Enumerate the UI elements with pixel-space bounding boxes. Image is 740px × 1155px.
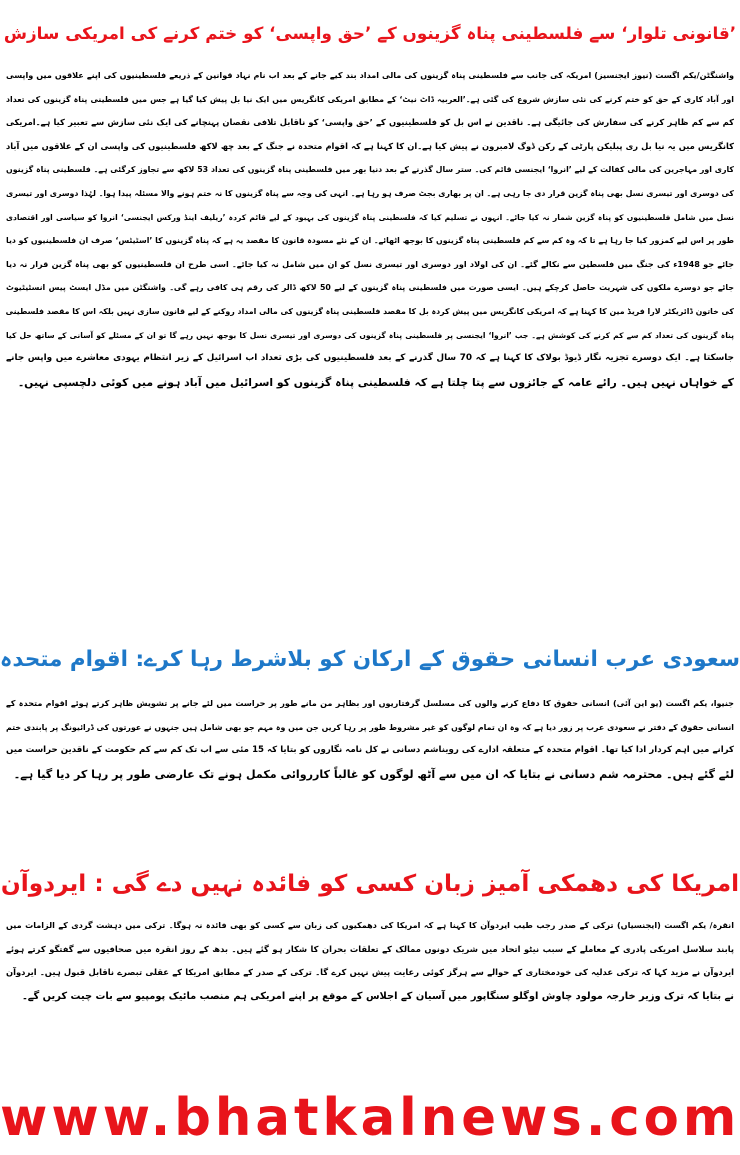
article3-line: پابند سلاسل امریکی پادری کے معاملے کے سبب نیٹو اتحاد میں شریک دونوں ممالک کے تعلقات بحران کا شکار ہو گئے ہیں۔ بدھ کے روز انقرہ میں صحافیوں سے گفتگو کرتے ہوئے: [6, 943, 734, 954]
article1-line: جائے جو 1948ء کی جنگ میں فلسطین سے نکالے گئے۔ ان کی اولاد اور دوسری اور تیسری نسل کو ان میں شامل نہ کیا جائے۔ اسی طرح ان فلسطینیوں کو بھی پناہ گزین قرار نہ دیا: [6, 258, 734, 269]
article1-line: پناہ گزینوں کی تعداد کم سے کم کرنے کی کوشش ہے۔ جب ’انروا‘ ایجنسی پر فلسطینی پناہ گزینوں کی دوسری اور تیسری نسل کا بوجھ نہیں رہے گا تو ان کے مسئلے کو آسانی کے ساتھ حل کیا: [6, 330, 734, 340]
article1-line: کی دوسری اور تیسری نسل بھی پناہ گزین قرار دی جا رہی ہے۔ ان پر بھاری بجٹ صرف ہو رہا ہے۔ انہی کی وجہ سے پناہ گزینوں کا نہ ختم ہونے والا مسئلہ پیدا ہوا۔ لہٰذا دوسری اور تیسری: [6, 188, 734, 198]
article1-line: کانگریس میں یہ نیا بل ری پبلیکن پارٹی کے رکن ڈوگ لامبرون نے پیش کیا ہے۔ان کا کہنا ہے کہ اقوام متحدہ نے جنگ کے بعد چھ لاکھ فلسطینیوں کی واپسی ان کے علاقوں میں آباد: [6, 140, 734, 151]
article1-line: نسل میں شامل فلسطینیوں کو پناہ گزین شمار نہ کیا جائے۔ انہوں نے تسلیم کیا کہ فلسطینی پناہ گزینوں کی بہبود کے لیے قائم کردہ ’ریلیف اینڈ ورکس ایجنسی‘ انروا کو سیاسی اور اقتصادی: [6, 212, 734, 222]
article2-line: انسانی حقوق کے دفتر نے سعودی عرب پر زور دیا ہے کہ وہ ان تمام لوگوں کو غیر مشروط طور پر رہا کریں جن میں وہ مہم جو بھی شامل ہیں جنہوں نے عورتوں کی ڈرائیونگ پر پابندی ختم: [6, 722, 734, 732]
article1-line: کی خاتون ڈائریکٹر لارا فریڈ مین کا کہنا ہے کہ امریکی کانگریس میں پیش کردہ بل کا مقصد فلسطینی پناہ گزینوں کی مالی امداد روکنے کے لیے قانون سازی نہیں بلکہ اس کا مقصد فلسطینی: [6, 306, 734, 316]
article1-line: جاسکتا ہے۔ ایک دوسرے تجزیہ نگار ڈیوڈ بولاک کا کہنا ہے کہ 70 سال گذرنے کے بعد فلسطینیوں کی بڑی تعداد اب اسرائیل کے زیر انتظام یہودی معاشرے میں واپس جانے: [6, 353, 734, 364]
article3-line: انقرہ/ یکم اگست (ایجنسیاں) ترکی کے صدر رجب طیب ایردوآن کا کہنا ہے کہ امریکا کی دھمکیوں کی زبان سے کسی کو بھی فائدہ نہ ہوگا۔ ترکی میں دہشت گردی کے الزامات میں: [6, 920, 734, 930]
article2-line: لئے گئے ہیں۔ محترمہ شم دسانی نے بتایا کہ ان میں سے آٹھ لوگوں کو غالباً کارروائی مکمل ہونے تک عارضی طور پر رہا کر دیا گیا ہے۔: [13, 767, 734, 781]
article2-line: کرانے میں اہم کردار ادا کیا تھا۔ اقوام متحدہ کے متعلقہ ادارے کی رویناشم دسانی نے کل نامہ نگاروں کو بتایا کہ 15 مئی سے اب تک کم سے کم حکومت کے ناقدین حراست میں: [6, 745, 734, 756]
article1-line: کم سے کم ظاہر کرنے کی سفارش کی جائیگی ہے۔ ناقدین نے اس بل کو فلسطینیوں کے ’حق واپسی‘ کو ناقابل تلافی نقصان پہنچانے کی ایک نئی سازش سے تعبیر کیا ہے۔امریکی: [6, 117, 734, 128]
article1-line: واشنگٹن/یکم اگست (نیوز ایجنسیز) امریکہ کی جانب سے فلسطینی پناہ گزینوں کی مالی امداد بند کیے جانے کے بعد اب نام نہاد قوانین کے ذریعے فلسطینیوں کی اپنے علاقوں میں واپسی: [6, 70, 734, 80]
article1-line: جائے جو دوسرے ملکوں کی شہریت حاصل کرچکے ہیں۔ ایسی صورت میں فلسطینی پناہ گزینوں کے لیے 50 لاکھ ڈالر کی رقم ہی کافی رہے گی۔ واشنگٹن میں مڈل ایسٹ پیس انسٹیٹیوٹ: [6, 283, 734, 293]
site-url-footer: www.bhatkalnews.com: [0, 1088, 740, 1148]
article1-body: [6, 64, 734, 394]
article3-line: ایردوآن نے مزید کہا کہ ترکی عدلیہ کی خودمختاری کے حوالے سے ہرگز کوئی رعایت پیش نہیں کرے گا۔ ترکی کے صدر کے مطابق امریکا کے عقلی تبصرے ناقابل قبول ہیں۔ ایردوآن: [6, 967, 734, 978]
article2-body: [6, 692, 734, 786]
article2-headline: سعودی عرب انسانی حقوق کے ارکان کو بلاشرط رہا کرے: اقوام متحدہ: [0, 647, 740, 672]
article3-line: نے بتایا کہ ترک وزیر خارجہ مولود چاوش اوگلو سنگاپور میں آسیان کے اجلاس کے موقع پر اپنے امریکی ہم منصب مائیک پومپیو سے بات چیت کریں گے۔: [22, 990, 734, 1002]
article1-headline: ’قانونی تلوار‘ سے فلسطینی پناہ گزینوں کے ’حق واپسی‘ کو ختم کرنے کی امریکی سازش: [3, 23, 737, 43]
article1-line: کاری اور مہاجرین کی مالی کفالت کے لیے ’انروا‘ ایجنسی قائم کی۔ ستر سال گذرنے کے بعد دنیا بھر میں فلسطینی پناہ گزینوں کی تعداد 53 لاکھ سے تجاوز کرگئی ہے۔ فلسطینی پناہ گزینوں: [6, 165, 734, 175]
article1-line: اور آباد کاری کے حق کو ختم کرنے کی نئی سازش شروع کی گئی ہے۔’العربیہ ڈاٹ نیٹ‘ کے مطابق امریکی کانگریس میں ایک نیا بل پیش کیا گیا ہے جس میں فلسطینی پناہ گزینوں کی تعداد: [6, 94, 734, 104]
article3-body: [6, 914, 734, 1008]
article1-line: کے خواہاں نہیں ہیں۔ رائے عامہ کے جائزوں سے پتا چلتا ہے کہ فلسطینی پناہ گزینوں کو اسرائیل میں آباد ہونے میں کوئی دلچسپی نہیں۔: [17, 375, 734, 389]
article2-line: جنیوا، یکم اگست (یو این آئی) انسانی حقوق کا دفاع کرنے والوں کی مسلسل گرفتاریوں اور بظاہر من مانے طور پر حراست میں لئے جانے پر تشویش ظاہر کرتے ہوئے اقوام متحدہ کے: [6, 698, 734, 708]
article3-headline: امریکا کی دھمکی آمیز زبان کسی کو فائدہ نہیں دے گی : ایردوآن: [0, 870, 740, 897]
article1-line: طور پر اس لیے کمزور کیا جا رہا ہے تا کہ وہ کم سے کم فلسطینی پناہ گزینوں کا بوجھ اٹھائے۔ ان کے نئے مسودہ قانون کا مقصد یہ ہے کہ پناہ گزینوں کا ’اسٹیٹس‘ صرف ان فلسطینیوں کو دیا: [6, 236, 734, 246]
